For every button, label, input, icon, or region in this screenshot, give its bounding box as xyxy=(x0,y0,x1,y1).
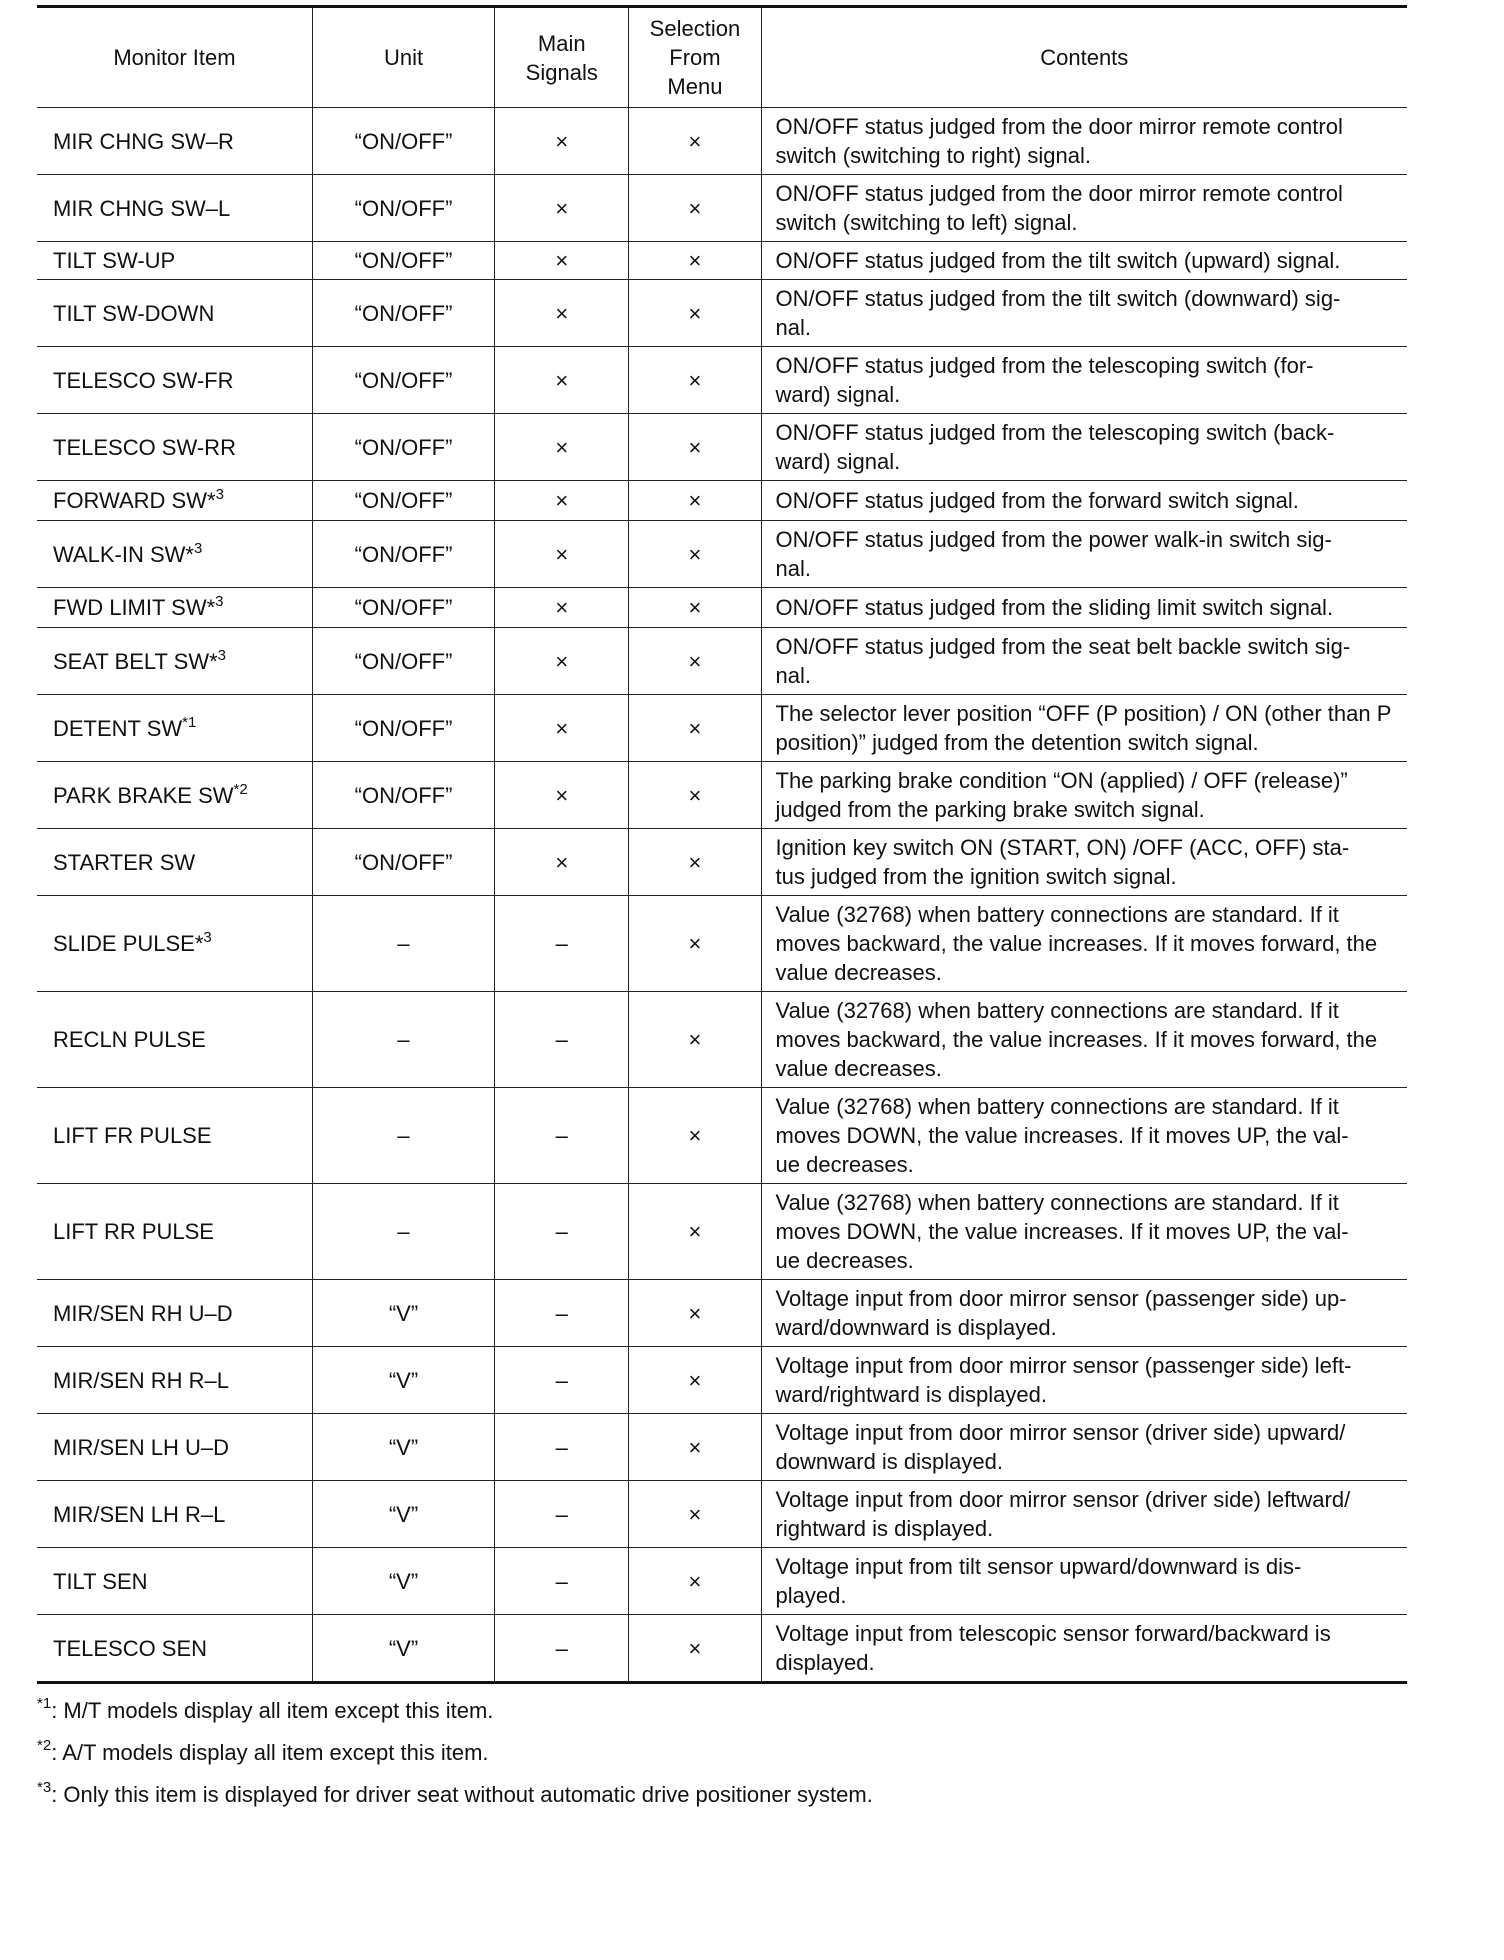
monitor-item-cell xyxy=(37,1414,312,1481)
selection-cell: × xyxy=(629,1347,761,1414)
main-signals-cell: – xyxy=(495,1615,629,1683)
unit-cell: “ON/OFF” xyxy=(312,695,494,762)
selection-cell: × xyxy=(629,1481,761,1548)
monitor-item-cell xyxy=(37,762,312,829)
main-signals-cell: × xyxy=(495,695,629,762)
main-signals-cell: × xyxy=(495,280,629,347)
footnote-marker: 3 xyxy=(203,929,212,946)
selection-cell: × xyxy=(629,762,761,829)
selection-cell: × xyxy=(629,1615,761,1683)
contents-cell: ON/OFF status judged from the telescoping switch (back- ward) signal. xyxy=(761,414,1407,481)
table-row xyxy=(37,242,1407,280)
table-row xyxy=(37,1615,1407,1683)
contents-cell: Ignition key switch ON (START, ON) /OFF (ACC, OFF) sta- tus judged from the ignition switch signal. xyxy=(761,829,1407,896)
main-signals-cell: – xyxy=(495,1280,629,1347)
unit-cell: “ON/OFF” xyxy=(312,588,494,628)
footnote xyxy=(37,1690,1407,1732)
footnotes xyxy=(37,1690,1407,1816)
table-row xyxy=(37,896,1407,992)
unit-cell: “ON/OFF” xyxy=(312,628,494,695)
monitor-item-label: MIR/SEN RH R–L xyxy=(53,1367,230,1393)
unit-cell: “ON/OFF” xyxy=(312,108,494,175)
table-row xyxy=(37,1548,1407,1615)
main-signals-cell: – xyxy=(495,1347,629,1414)
selection-cell: × xyxy=(629,1280,761,1347)
unit-cell: “V” xyxy=(312,1414,494,1481)
monitor-item-cell xyxy=(37,521,312,588)
monitor-item-cell xyxy=(37,829,312,896)
monitor-item-label: MIR CHNG SW–R xyxy=(53,128,234,154)
footnote-mark: *2 xyxy=(37,1737,52,1754)
header-monitor-item: Monitor Item xyxy=(37,7,312,108)
footnote-text: : Only this item is displayed for driver seat without automatic drive positioner system. xyxy=(51,1782,873,1807)
contents-cell: Voltage input from door mirror sensor (passenger side) up- ward/downward is displayed. xyxy=(761,1280,1407,1347)
selection-cell: × xyxy=(629,108,761,175)
contents-cell: Value (32768) when battery connections are standard. If it moves DOWN, the value increases. If it moves UP, the val- ue decreases. xyxy=(761,1184,1407,1280)
header-main-signals: Main Signals xyxy=(495,7,629,108)
main-signals-cell: × xyxy=(495,481,629,521)
monitor-item-label: FORWARD SW* xyxy=(53,488,216,513)
unit-cell: – xyxy=(312,896,494,992)
table-row xyxy=(37,829,1407,896)
footnote xyxy=(37,1774,1407,1816)
contents-cell: Voltage input from door mirror sensor (passenger side) left- ward/rightward is displayed. xyxy=(761,1347,1407,1414)
table-row xyxy=(37,628,1407,695)
monitor-item-label: RECLN PULSE xyxy=(53,1027,206,1052)
monitor-item-cell xyxy=(37,628,312,695)
main-signals-cell: – xyxy=(495,1184,629,1280)
selection-cell: × xyxy=(629,280,761,347)
monitor-item-label: SEAT BELT SW* xyxy=(53,648,218,674)
table-row xyxy=(37,280,1407,347)
table-row xyxy=(37,1184,1407,1280)
table-row xyxy=(37,481,1407,521)
table-row xyxy=(37,1088,1407,1184)
document xyxy=(37,5,1407,1816)
selection-cell: × xyxy=(629,992,761,1088)
selection-cell: × xyxy=(629,695,761,762)
contents-cell: Value (32768) when battery connections are standard. If it moves DOWN, the value increases. If it moves UP, the val- ue decreases. xyxy=(761,1088,1407,1184)
contents-cell: Voltage input from door mirror sensor (driver side) leftward/ rightward is displayed. xyxy=(761,1481,1407,1548)
contents-cell: The parking brake condition “ON (applied) / OFF (release)” judged from the parking brake switch signal. xyxy=(761,762,1407,829)
selection-cell: × xyxy=(629,347,761,414)
main-signals-cell: × xyxy=(495,521,629,588)
footnote-marker: 3 xyxy=(193,539,203,557)
main-signals-cell: × xyxy=(495,175,629,242)
unit-cell: “V” xyxy=(312,1615,494,1683)
monitor-item-label: TELESCO SW-RR xyxy=(53,434,236,460)
table-body xyxy=(37,108,1407,1683)
monitor-item-label: TILT SEN xyxy=(53,1568,148,1594)
monitor-item-cell xyxy=(37,1347,312,1414)
monitor-item-label: TILT SW-DOWN xyxy=(53,300,215,326)
selection-cell: × xyxy=(629,242,761,280)
unit-cell: “ON/OFF” xyxy=(312,242,494,280)
monitor-item-cell xyxy=(37,695,312,762)
footnote-marker: 3 xyxy=(215,593,224,610)
monitor-item-label: MIR/SEN LH U–D xyxy=(53,1434,230,1460)
main-signals-cell: – xyxy=(495,1548,629,1615)
header-selection-from-menu: Selection From Menu xyxy=(629,7,761,108)
footnote-text: : A/T models display all item except this item. xyxy=(51,1740,489,1765)
table-header-row xyxy=(37,7,1407,108)
selection-cell: × xyxy=(629,521,761,588)
selection-cell: × xyxy=(629,1184,761,1280)
table-row xyxy=(37,521,1407,588)
footnote-text: : M/T models display all item except this item. xyxy=(51,1698,494,1723)
unit-cell: “ON/OFF” xyxy=(312,347,494,414)
main-signals-cell: – xyxy=(495,896,629,992)
monitor-item-cell xyxy=(37,992,312,1088)
selection-cell: × xyxy=(629,628,761,695)
contents-cell: ON/OFF status judged from the sliding limit switch signal. xyxy=(761,588,1407,628)
main-signals-cell: × xyxy=(495,588,629,628)
selection-cell: × xyxy=(629,1088,761,1184)
unit-cell: “ON/OFF” xyxy=(312,414,494,481)
unit-cell: – xyxy=(312,992,494,1088)
monitor-item-cell xyxy=(37,347,312,414)
main-signals-cell: × xyxy=(495,108,629,175)
monitor-item-cell xyxy=(37,1088,312,1184)
monitor-item-label: DETENT SW xyxy=(53,715,183,741)
footnote-mark: *3 xyxy=(37,1779,52,1796)
monitor-item-cell xyxy=(37,1481,312,1548)
monitor-item-label: LIFT RR PULSE xyxy=(53,1219,214,1244)
monitor-item-label: MIR/SEN RH U–D xyxy=(53,1300,233,1326)
selection-cell: × xyxy=(629,414,761,481)
contents-cell: Value (32768) when battery connections are standard. If it moves backward, the value increases. If it moves forward, the value decreases. xyxy=(761,992,1407,1088)
monitor-item-label: SLIDE PULSE* xyxy=(53,931,204,956)
main-signals-cell: – xyxy=(495,1088,629,1184)
monitor-item-cell xyxy=(37,1548,312,1615)
unit-cell: “V” xyxy=(312,1280,494,1347)
main-signals-cell: – xyxy=(495,1481,629,1548)
unit-cell: “ON/OFF” xyxy=(312,481,494,521)
unit-cell: “ON/OFF” xyxy=(312,521,494,588)
selection-cell: × xyxy=(629,1548,761,1615)
monitor-item-cell xyxy=(37,481,312,521)
contents-cell: ON/OFF status judged from the door mirror remote control switch (switching to left) signal. xyxy=(761,175,1407,242)
selection-cell: × xyxy=(629,588,761,628)
table-row xyxy=(37,175,1407,242)
monitor-item-cell xyxy=(37,588,312,628)
unit-cell: “ON/OFF” xyxy=(312,175,494,242)
table-row xyxy=(37,762,1407,829)
contents-cell: The selector lever position “OFF (P position) / ON (other than P position)” judged from the detention switch signal. xyxy=(761,695,1407,762)
monitor-item-cell xyxy=(37,1615,312,1683)
main-signals-cell: × xyxy=(495,628,629,695)
table-row xyxy=(37,992,1407,1088)
footnote-marker: *1 xyxy=(182,713,197,731)
monitor-item-cell xyxy=(37,280,312,347)
monitor-item-label: STARTER SW xyxy=(53,849,196,875)
footnote-marker: *2 xyxy=(233,780,248,798)
monitor-item-cell xyxy=(37,1280,312,1347)
contents-cell: Voltage input from door mirror sensor (driver side) upward/ downward is displayed. xyxy=(761,1414,1407,1481)
table-row xyxy=(37,108,1407,175)
selection-cell: × xyxy=(629,481,761,521)
monitor-item-label: MIR/SEN LH R–L xyxy=(53,1501,226,1527)
selection-cell: × xyxy=(629,175,761,242)
monitor-item-table xyxy=(37,5,1407,1684)
contents-cell: ON/OFF status judged from the door mirror remote control switch (switching to right) signal. xyxy=(761,108,1407,175)
monitor-item-label: TILT SW-UP xyxy=(53,248,176,273)
footnote-mark: *1 xyxy=(37,1695,52,1712)
main-signals-cell: – xyxy=(495,1414,629,1481)
contents-cell: ON/OFF status judged from the seat belt backle switch sig- nal. xyxy=(761,628,1407,695)
unit-cell: “ON/OFF” xyxy=(312,280,494,347)
monitor-item-label: WALK-IN SW* xyxy=(53,541,194,567)
unit-cell: – xyxy=(312,1184,494,1280)
footnote-marker: 3 xyxy=(217,646,226,664)
table-row xyxy=(37,695,1407,762)
selection-cell: × xyxy=(629,896,761,992)
unit-cell: “V” xyxy=(312,1347,494,1414)
unit-cell: – xyxy=(312,1088,494,1184)
table-row xyxy=(37,588,1407,628)
contents-cell: ON/OFF status judged from the tilt switch (upward) signal. xyxy=(761,242,1407,280)
contents-cell: Voltage input from tilt sensor upward/downward is dis- played. xyxy=(761,1548,1407,1615)
main-signals-cell: – xyxy=(495,992,629,1088)
monitor-item-cell xyxy=(37,896,312,992)
monitor-item-label: FWD LIMIT SW* xyxy=(53,595,216,620)
table-row xyxy=(37,1347,1407,1414)
monitor-item-label: LIFT FR PULSE xyxy=(53,1123,212,1148)
header-unit: Unit xyxy=(312,7,494,108)
main-signals-cell: × xyxy=(495,347,629,414)
table-row xyxy=(37,1280,1407,1347)
contents-cell: ON/OFF status judged from the power walk-in switch sig- nal. xyxy=(761,521,1407,588)
monitor-item-label: TELESCO SEN xyxy=(53,1635,208,1661)
footnote-marker: 3 xyxy=(215,486,224,503)
main-signals-cell: × xyxy=(495,414,629,481)
contents-cell: ON/OFF status judged from the tilt switch (downward) sig- nal. xyxy=(761,280,1407,347)
monitor-item-cell xyxy=(37,242,312,280)
monitor-item-cell xyxy=(37,175,312,242)
unit-cell: “V” xyxy=(312,1481,494,1548)
unit-cell: “ON/OFF” xyxy=(312,829,494,896)
contents-cell: ON/OFF status judged from the telescoping switch (for- ward) signal. xyxy=(761,347,1407,414)
table-row xyxy=(37,414,1407,481)
table-row xyxy=(37,1414,1407,1481)
table-row xyxy=(37,1481,1407,1548)
selection-cell: × xyxy=(629,829,761,896)
monitor-item-label: MIR CHNG SW–L xyxy=(53,195,231,221)
monitor-item-cell xyxy=(37,1184,312,1280)
table-row xyxy=(37,347,1407,414)
selection-cell: × xyxy=(629,1414,761,1481)
monitor-item-cell xyxy=(37,414,312,481)
monitor-item-cell xyxy=(37,108,312,175)
unit-cell: “V” xyxy=(312,1548,494,1615)
monitor-item-label: TELESCO SW-FR xyxy=(53,367,234,393)
contents-cell: Voltage input from telescopic sensor forward/backward is displayed. xyxy=(761,1615,1407,1683)
main-signals-cell: × xyxy=(495,829,629,896)
footnote xyxy=(37,1732,1407,1774)
header-contents: Contents xyxy=(761,7,1407,108)
unit-cell: “ON/OFF” xyxy=(312,762,494,829)
monitor-item-label: PARK BRAKE SW xyxy=(53,782,234,808)
contents-cell: Value (32768) when battery connections are standard. If it moves backward, the value increases. If it moves forward, the value decreases. xyxy=(761,896,1407,992)
main-signals-cell: × xyxy=(495,762,629,829)
main-signals-cell: × xyxy=(495,242,629,280)
contents-cell: ON/OFF status judged from the forward switch signal. xyxy=(761,481,1407,521)
